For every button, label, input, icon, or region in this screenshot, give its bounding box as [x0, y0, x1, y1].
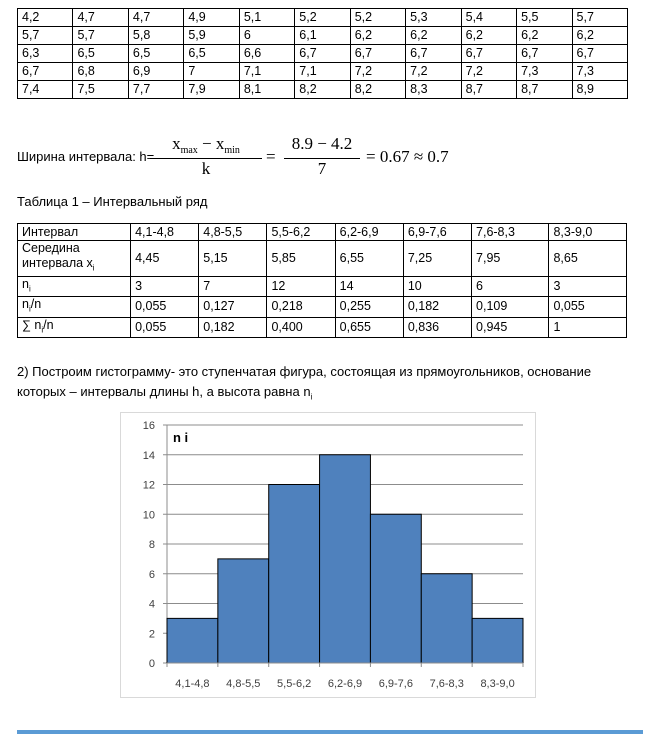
- y-tick-label: 6: [148, 568, 155, 581]
- histogram-svg: [121, 413, 535, 697]
- table-cell: 6,5: [128, 45, 183, 63]
- table-cell: 7,1: [295, 63, 350, 81]
- table-cell: 0,055: [131, 317, 199, 338]
- table-cell: 6,9-7,6: [403, 224, 471, 241]
- table-cell: 4,9: [184, 9, 239, 27]
- table-cell: 4,8-5,5: [199, 224, 267, 241]
- table-cell: 6,2-6,9: [335, 224, 403, 241]
- x-tick-label: 6,2-6,9: [327, 678, 363, 690]
- table-cell: 6: [239, 27, 294, 45]
- x-tick-label: 8,3-9,0: [480, 678, 515, 690]
- x-tick-label: 4,8-5,5: [226, 678, 261, 690]
- table-cell: 8,65: [549, 241, 627, 277]
- histogram-chart: [120, 412, 536, 698]
- table-cell: 7,25: [403, 241, 471, 277]
- x-tick-label: 6,9-7,6: [378, 678, 413, 690]
- table-cell: 4,7: [128, 9, 183, 27]
- relative-frequency-row: [18, 297, 627, 318]
- interval-table: [17, 223, 627, 338]
- table-cell: 5,7: [73, 27, 128, 45]
- fraction-range-over-k: [150, 134, 262, 184]
- row-label: Середина интервала $x_i$: [18, 241, 131, 277]
- table-cell: 8,7: [461, 81, 516, 99]
- table-cell: 7,95: [472, 241, 549, 277]
- histogram-bar: [218, 559, 269, 663]
- table-cell: 4,1-4,8: [131, 224, 199, 241]
- table-cell: 8,3: [406, 81, 461, 99]
- table-cell: 0,218: [267, 297, 335, 318]
- table-cell: 6,6: [239, 45, 294, 63]
- table-cell: 7,2: [350, 63, 405, 81]
- table-cell: 5,85: [267, 241, 335, 277]
- y-tick-label: 4: [148, 598, 155, 611]
- table-cell: 0,655: [335, 317, 403, 338]
- table-cell: 7,3: [517, 63, 572, 81]
- table-cell: 6,7: [572, 45, 627, 63]
- table-cell: 0,182: [199, 317, 267, 338]
- frequency-row: [18, 276, 627, 297]
- table-cell: 1: [549, 317, 627, 338]
- table-cell: 0,055: [549, 297, 627, 318]
- table-cell: 6,2: [572, 27, 627, 45]
- table-cell: 5,2: [350, 9, 405, 27]
- table-cell: 6,2: [517, 27, 572, 45]
- table-cell: 12: [267, 276, 335, 297]
- histogram-bar: [421, 574, 472, 663]
- table-cell: 0,836: [403, 317, 471, 338]
- data-table: [17, 8, 628, 99]
- chart-title: n i: [173, 430, 189, 445]
- table-cell: 8,2: [295, 81, 350, 99]
- table-cell: 6,55: [335, 241, 403, 277]
- table-cell: 6: [472, 276, 549, 297]
- section-paragraph: 2) Построим гистограмму- это ступенчатая фигура, состоящая из прямоугольников, основание которых – интервалы длины h, а высота равна $n_i$: [17, 364, 592, 402]
- table-row: [18, 27, 628, 45]
- table-cell: 5,7: [18, 27, 73, 45]
- table-row: [18, 63, 628, 81]
- table-cell: 5,15: [199, 241, 267, 277]
- table-cell: 7,2: [406, 63, 461, 81]
- row-label: ∑ $n_i/n$: [18, 317, 131, 338]
- y-tick-label: 2: [148, 628, 155, 641]
- table-cell: 7,4: [18, 81, 73, 99]
- y-tick-label: 14: [142, 449, 155, 462]
- x-tick-label: 5,5-6,2: [277, 678, 312, 690]
- table-cell: 5,5: [517, 9, 572, 27]
- table-cell: 7,1: [239, 63, 294, 81]
- table-cell: 7,3: [572, 63, 627, 81]
- table-cell: 5,2: [295, 9, 350, 27]
- table-cell: 7: [184, 63, 239, 81]
- table-cell: 4,2: [18, 9, 73, 27]
- table-cell: 6,7: [517, 45, 572, 63]
- data-table-body: [18, 9, 628, 99]
- table-cell: 6,2: [406, 27, 461, 45]
- table-row: [18, 81, 628, 99]
- table-cell: 14: [335, 276, 403, 297]
- cumulative-frequency-row: [18, 317, 627, 338]
- table-cell: 0,055: [131, 297, 199, 318]
- interval-width-formula: [17, 134, 637, 184]
- table-cell: 6,3: [18, 45, 73, 63]
- fraction-numerator: $x_{max} - x_{min}$: [172, 134, 240, 156]
- table-cell: 0,945: [472, 317, 549, 338]
- formula-result: = 0.67 ≈ 0.7: [366, 147, 449, 166]
- histogram-bar: [370, 514, 421, 663]
- x-tick-label: 7,6-8,3: [429, 678, 464, 690]
- table-cell: 3: [549, 276, 627, 297]
- table-cell: 7: [199, 276, 267, 297]
- table-cell: 5,4: [461, 9, 516, 27]
- table-cell: 6,9: [128, 63, 183, 81]
- row-label: $n_i/n$: [18, 297, 131, 318]
- table-cell: 6,7: [461, 45, 516, 63]
- bottom-rule: [17, 730, 643, 734]
- y-tick-label: 12: [142, 479, 155, 492]
- table-cell: 5,9: [184, 27, 239, 45]
- table-cell: 5,3: [406, 9, 461, 27]
- histogram-bar: [472, 618, 523, 663]
- histogram-bar: [320, 455, 371, 663]
- table-cell: 6,8: [73, 63, 128, 81]
- formula-label: Ширина интервала: h=: [17, 149, 155, 164]
- table-cell: 8,2: [350, 81, 405, 99]
- row-label: $n_i$: [18, 276, 131, 297]
- table-cell: 5,7: [572, 9, 627, 27]
- table-cell: 5,8: [128, 27, 183, 45]
- table-cell: 7,6-8,3: [472, 224, 549, 241]
- table-cell: 0,127: [199, 297, 267, 318]
- y-tick-label: 10: [142, 509, 155, 522]
- table-cell: 6,7: [295, 45, 350, 63]
- histogram-bar: [167, 618, 218, 663]
- table-cell: 6,7: [350, 45, 405, 63]
- interval-row: [18, 224, 627, 241]
- x-tick-label: 4,1-4,8: [175, 678, 210, 690]
- fraction-denominator: k: [201, 159, 211, 178]
- y-tick-label: 8: [148, 539, 155, 551]
- table-cell: 6,7: [406, 45, 461, 63]
- table-cell: 8,7: [517, 81, 572, 99]
- table-caption: Таблица 1 – Интервальный ряд: [17, 194, 208, 209]
- table-cell: 6,5: [184, 45, 239, 63]
- midpoint-row: [18, 241, 627, 277]
- table-cell: 7,2: [461, 63, 516, 81]
- fraction-values: 8.9 − 4.2 7: [284, 134, 360, 184]
- table-cell: 7,9: [184, 81, 239, 99]
- table-row: [18, 9, 628, 27]
- table-cell: 6,7: [18, 63, 73, 81]
- table-cell: 7,7: [128, 81, 183, 99]
- row-label: Интервал: [18, 224, 131, 241]
- table-cell: 6,2: [350, 27, 405, 45]
- table-cell: 6,1: [295, 27, 350, 45]
- y-tick-label: 0: [148, 658, 155, 670]
- y-tick-label: 16: [142, 420, 155, 432]
- table-cell: 8,1: [239, 81, 294, 99]
- table-cell: 6,5: [73, 45, 128, 63]
- table-cell: 8,9: [572, 81, 627, 99]
- table-cell: 4,7: [73, 9, 128, 27]
- histogram-bar: [269, 485, 320, 664]
- table-cell: 8,3-9,0: [549, 224, 627, 241]
- table-cell: 3: [131, 276, 199, 297]
- table-cell: 5,5-6,2: [267, 224, 335, 241]
- table-cell: 0,109: [472, 297, 549, 318]
- interval-table-body: [18, 224, 627, 338]
- table-cell: 5,1: [239, 9, 294, 27]
- table-cell: 0,182: [403, 297, 471, 318]
- table-cell: 10: [403, 276, 471, 297]
- table-cell: 4,45: [131, 241, 199, 277]
- equals-sign: =: [266, 147, 276, 166]
- table-row: [18, 45, 628, 63]
- table-cell: 0,400: [267, 317, 335, 338]
- table-cell: 7,5: [73, 81, 128, 99]
- table-cell: 6,2: [461, 27, 516, 45]
- table-cell: 0,255: [335, 297, 403, 318]
